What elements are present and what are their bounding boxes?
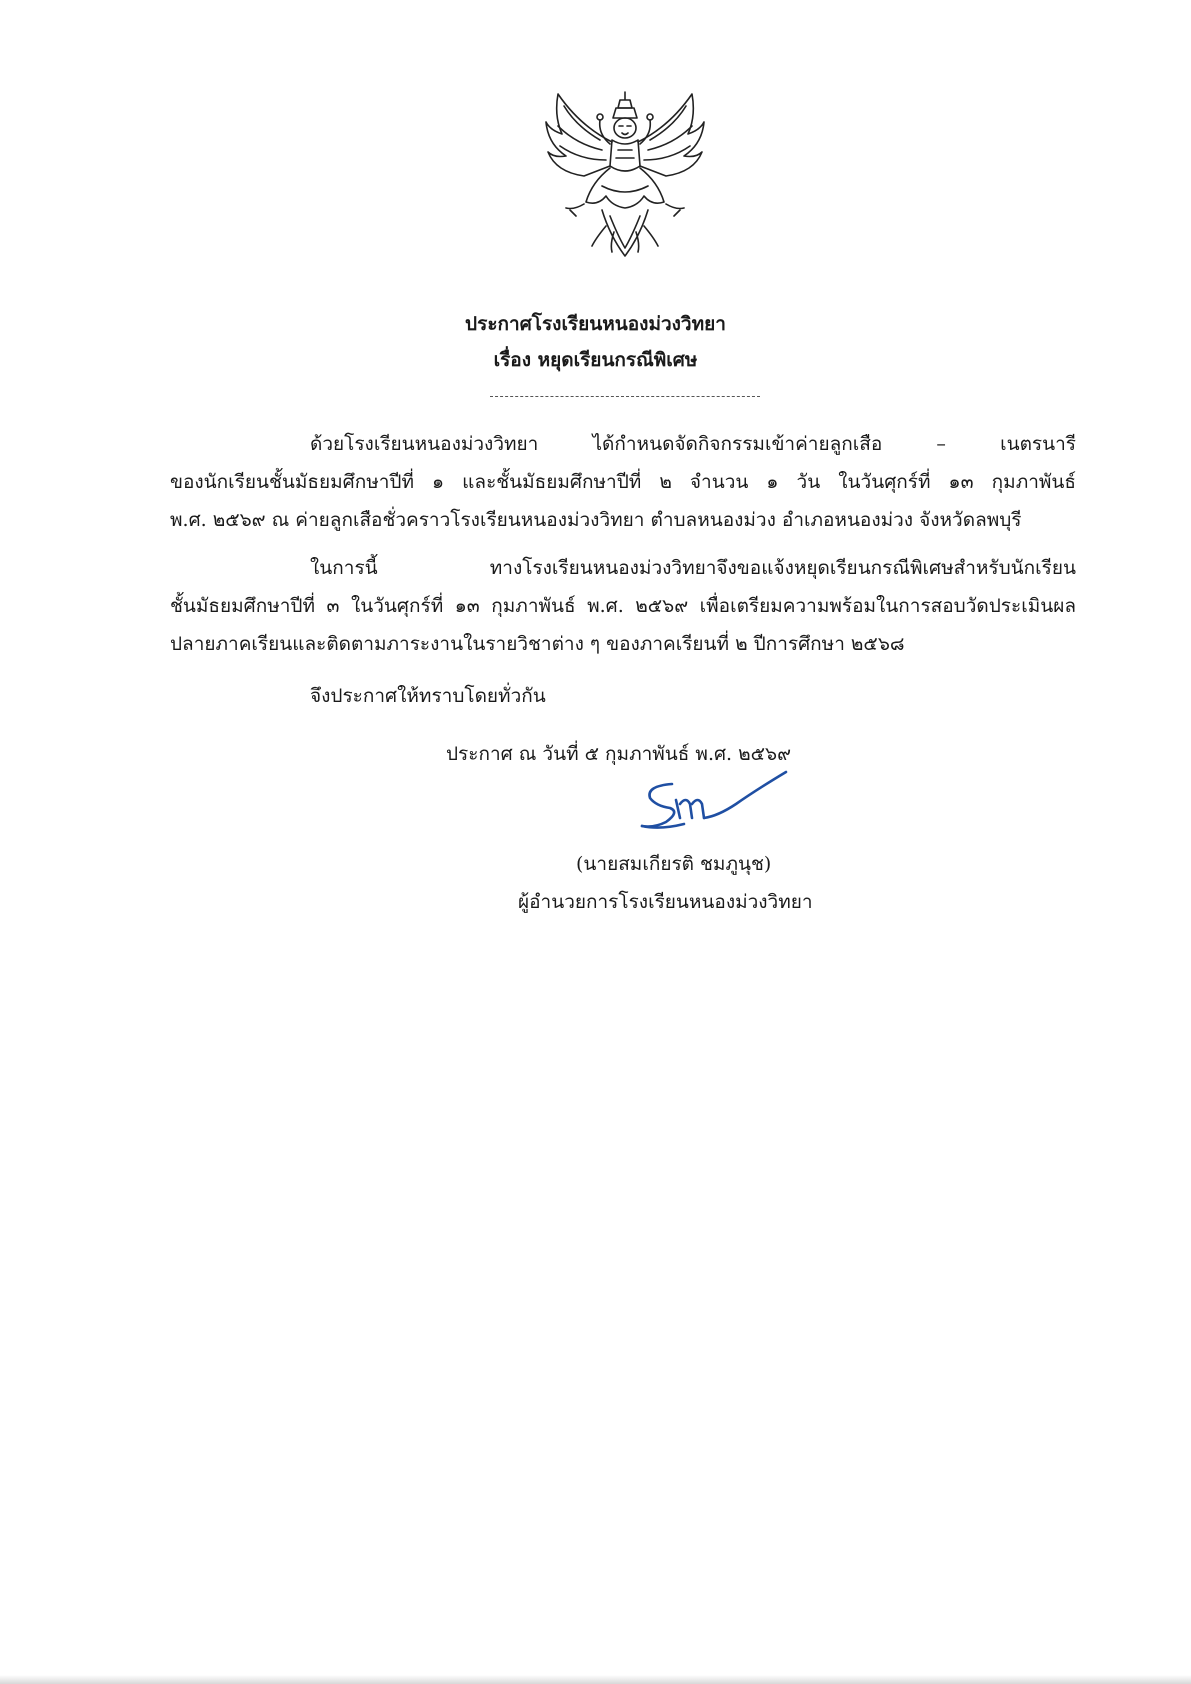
- announcement-title: ประกาศโรงเรียนหนองม่วงวิทยา: [465, 313, 726, 335]
- signer-name: (นายสมเกียรติ ชมภูนุช): [576, 853, 772, 875]
- announcement-date: ประกาศ ณ วันที่ ๕ กุมภาพันธ์ พ.ศ. ๒๕๖๙: [446, 743, 792, 765]
- para1-line3: พ.ศ. ๒๕๖๙ ณ ค่ายลูกเสือชั่วคราวโรงเรียนหนองม่วงวิทยา ตำบลหนองม่วง อำเภอหนองม่วง จังหวัดลพบุรี: [170, 509, 1022, 531]
- para2-line2: ชั้นมัธยมศึกษาปีที่ ๓ ในวันศุกร์ที่ ๑๓ กุมภาพันธ์ พ.ศ. ๒๕๖๙ เพื่อเตรียมความพร้อมในการสอบวัดประเมินผล: [170, 595, 1076, 617]
- scan-edge: [0, 1675, 1191, 1684]
- closing-line: จึงประกาศให้ทราบโดยทั่วกัน: [310, 685, 546, 707]
- para1-line2: ของนักเรียนชั้นมัธยมศึกษาปีที่ ๑ และชั้นมัธยมศึกษาปีที่ ๒ จำนวน ๑ วัน ในวันศุกร์ที่ ๑๓ กุมภาพันธ์: [170, 471, 1076, 493]
- announcement-subject: เรื่อง หยุดเรียนกรณีพิเศษ: [493, 349, 698, 371]
- para1-line1: ด้วยโรงเรียนหนองม่วงวิทยา ได้กำหนดจัดกิจกรรมเข้าค่ายลูกเสือ – เนตรนารี: [310, 433, 1076, 455]
- title-divider: [490, 396, 760, 397]
- para2-line3: ปลายภาคเรียนและติดตามภาระงานในรายวิชาต่าง ๆ ของภาคเรียนที่ ๒ ปีการศึกษา ๒๕๖๘: [170, 633, 905, 655]
- signature-icon: [636, 770, 796, 840]
- garuda-emblem-icon: [540, 86, 710, 262]
- signer-title: ผู้อำนวยการโรงเรียนหนองม่วงวิทยา: [518, 891, 813, 913]
- para2-line1: ในการนี้ ทางโรงเรียนหนองม่วงวิทยาจึงขอแจ้งหยุดเรียนกรณีพิเศษสำหรับนักเรียน: [310, 557, 1076, 579]
